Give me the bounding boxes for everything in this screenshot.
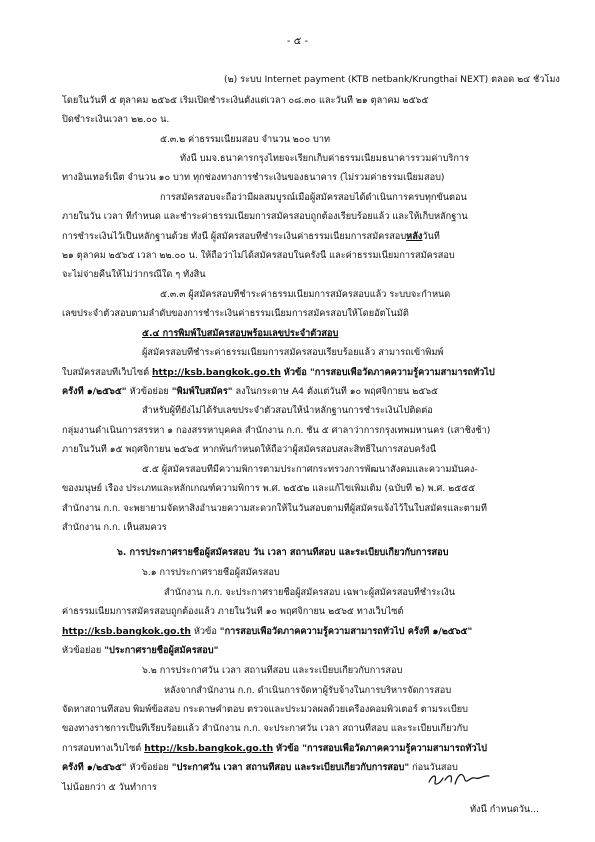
after-emphasis: หลัง — [406, 231, 423, 242]
round-text: ครั้งที่ ๑/๒๕๖๕" — [62, 386, 127, 397]
topic-label-2: หัวข้อ — [193, 626, 217, 637]
payment-dates-line: โดยในวันที่ ๕ ตุลาคม ๒๕๖๕ เริ่มเปิดชำระเงินตั้งแต่เวลา ๐๘.๓๐ และวันที่ ๒๑ ตุลาคม ๒๕๖๕ — [62, 95, 429, 106]
section-5-3-3-line-2: เลขประจำตัวสอบตามลำดับของการชำระเงินค่าธรรมเนียมการสมัครสอบให้โดยอัตโนมัติ — [62, 308, 409, 319]
round-text-3: ครั้งที่ ๑/๒๕๖๕" — [62, 762, 127, 773]
print-application-line-1: ผู้สมัครสอบที่ชำระค่าธรรมเนียมการสมัครสอบเรียบร้อยแล้ว สามารถเข้าพิมพ์ — [142, 347, 444, 358]
section-6-2-line-3: ของทางราชการเป็นที่เรียบร้อยแล้ว สำนักงาน ก.ก. จะประกาศวัน เวลา สถานที่สอบ และระเบียบเกี่ยวกับ — [62, 723, 469, 734]
section-6-2-line-2: จัดหาสถานที่สอบ พิมพ์ข้อสอบ กระดาษคำตอบ ตรวจและประมวลผลด้วยเครื่องคอมพิวเตอร์ ตามระเบียบ — [62, 704, 468, 715]
section-5-5-line-1: ๕.๕ ผู้สมัครสอบที่มีความพิการตามประกาศกระทรวงการพัฒนาสังคมและความมั่นคง- — [142, 464, 478, 475]
website-intro-text: ใบสมัครสอบที่เว็บไซต์ — [62, 367, 150, 378]
section-5-5-line-3: สำนักงาน ก.ก. จะพยายามจัดหาสิ่งอำนวยความสะดวกให้ในวันสอบตามที่ผู้สมัครแจ้งไว้ในใบสมัครและตามที่ — [62, 503, 487, 514]
subtopic-label-3: หัวข้อย่อย — [129, 762, 169, 773]
section-6-1-heading: ๖.๑ การประกาศรายชื่อผู้สมัครสอบ — [142, 567, 280, 578]
section-6-2-heading: ๖.๒ การประกาศวัน เวลา สถานที่สอบ และระเบียบเกี่ยวกับการสอบ — [142, 665, 403, 676]
exam-topic-text-2: "การสอบเพื่อวัดภาคความรู้ความสามารถทั่วไป ครั้งที่ ๑/๒๕๖๕" — [219, 626, 473, 637]
section-6-1-line-3 — [0, 626, 595, 638]
print-application-line-3 — [0, 386, 595, 398]
payment-close-line: ปิดชำระเงินเวลา ๒๒.๐๐ น. — [62, 114, 170, 125]
bank-fee-line-1: ทั้งนี้ บมจ.ธนาคารกรุงไทยจะเรียกเก็บค่าธรรมเนียมธนาคารรวมค่าบริการ — [180, 153, 470, 164]
application-complete-line-2: ภายในวัน เวลา ที่กำหนด และชำระค่าธรรมเนียมการสมัครสอบถูกต้องเรียบร้อยแล้ว และให้เก็บหลักฐาน — [62, 211, 468, 222]
section-6-2-line-1: หลังจากสำนักงาน ก.ก. ดำเนินการจัดหาผู้รับจ้างในการบริหารจัดการสอบ — [164, 685, 452, 696]
exam-topic-text: หัวข้อ "การสอบเพื่อวัดภาคความรู้ความสามารถทั่วไป — [283, 367, 495, 378]
schedule-subtopic: "ประกาศวัน เวลา สถานที่สอบ และระเบียบเกี่ยวกับการสอบ" — [171, 762, 410, 773]
section-6-1-line-4 — [0, 645, 595, 657]
application-complete-line-1: การสมัครสอบจะถือว่ามีผลสมบูรณ์เมื่อผู้สมัครสอบได้ดำเนินการครบทุกขั้นตอน — [160, 192, 467, 203]
section-6-heading: ๖. การประกาศรายชื่อผู้สมัครสอบ วัน เวลา สถานที่สอบ และระเบียบเกี่ยวกับการสอบ — [117, 547, 449, 558]
handwritten-initials-signature — [425, 766, 495, 790]
section-5-4-heading: ๕.๔ การพิมพ์ใบสมัครสอบพร้อมเลขประจำตัวสอบ — [142, 328, 339, 339]
section-5-3-2-heading: ๕.๓.๒ ค่าธรรมเนียมสอบ จำนวน ๒๐๐ บาท — [160, 134, 331, 145]
subtopic-label-2: หัวข้อย่อย — [62, 645, 102, 656]
late-payment-text: การชำระเงินไว้เป็นหลักฐานด้วย ทั้งนี้ ผู้สมัครสอบที่ชำระเงินค่าธรรมเนียมการสมัครสอบ — [62, 231, 407, 242]
website-intro-text-3: การสอบทางเว็บไซต์ — [62, 743, 142, 754]
section-6-2-line-4 — [0, 743, 595, 755]
section-6-2-line-6: ไม่น้อยกว่า ๕ วันทำการ — [62, 782, 157, 793]
section-6-2-line-5 — [0, 762, 595, 774]
section-6-1-line-2: ค่าธรรมเนียมการสมัครสอบถูกต้องแล้ว ภายในวันที่ ๑๐ พฤศจิกายน ๒๕๖๕ ทางเว็บไซต์ — [62, 606, 404, 617]
subtopic-label: หัวข้อย่อย — [129, 386, 169, 397]
before-exam-text: ก่อนวันสอบ — [412, 762, 458, 773]
bank-fee-line-2: ทางอินเทอร์เน็ต จำนวน ๑๐ บาท ทุกช่องทางการชำระเงินของธนาคาร (ไม่รวมค่าธรรมเนียมสอบ) — [62, 172, 445, 183]
exam-topic-text-3: หัวข้อ "การสอบเพื่อวัดภาคความรู้ความสามารถทั่วไป — [276, 743, 487, 754]
applicant-list-subtopic: "ประกาศรายชื่อผู้สมัครสอบ" — [104, 645, 219, 656]
section-5-5-line-4: สำนักงาน ก.ก. เห็นสมควร — [62, 522, 167, 533]
application-complete-line-5: จะไม่จ่ายคืนให้ไม่ว่ากรณีใด ๆ ทั้งสิ้น — [62, 269, 206, 280]
no-exam-id-line-3: ภายในวันที่ ๑๕ พฤศจิกายน ๒๕๖๕ หากพ้นกำหนดให้ถือว่าผู้สมัครสอบสละสิทธิ์ในการสอบครั้งนี้ — [62, 444, 437, 455]
print-form-subtopic: "พิมพ์ใบสมัคร" — [171, 386, 233, 397]
no-exam-id-line-2: กลุ่มงานดำเนินการสรรหา ๑ กองสรรหาบุคคล สำนักงาน ก.ก. ชั้น ๕ ศาลาว่าการกรุงเทพมหานคร (เสาชิงช้า) — [62, 425, 491, 436]
ksb-website-link-2[interactable]: http://ksb.bangkok.go.th — [62, 626, 191, 637]
print-application-line-2 — [0, 367, 595, 379]
ksb-website-link[interactable]: http://ksb.bangkok.go.th — [151, 367, 281, 378]
ksb-website-link-3[interactable]: http://ksb.bangkok.go.th — [144, 743, 274, 754]
payment-channel-line: (๒) ระบบ Internet payment (KTB netbank/Krungthai NEXT) ตลอด ๒๔ ชั่วโมง — [224, 74, 560, 85]
page-number: - ๕ - — [286, 36, 309, 47]
section-5-3-3-line-1: ๕.๓.๓ ผู้สมัครสอบที่ชำระค่าธรรมเนียมการสมัครสอบแล้ว ระบบจะกำหนด — [160, 289, 451, 300]
application-complete-line-3 — [0, 231, 595, 243]
section-5-5-line-2: ของมนุษย์ เรื่อง ประเภทและหลักเกณฑ์ความพิการ พ.ศ. ๒๕๕๒ และแก้ไขเพิ่มเติม (ฉบับที่ ๒) พ.ศ. ๒๕๕๕ — [62, 483, 476, 494]
page-continuation: ทั้งนี้ กำหนดวัน... — [470, 804, 539, 815]
section-6-1-line-1: สำนักงาน ก.ก. จะประกาศรายชื่อผู้สมัครสอบ เฉพาะผู้สมัครสอบที่ชำระเงิน — [164, 587, 456, 598]
print-date-text: ลงในกระดาษ A4 ตั้งแต่วันที่ ๑๐ พฤศจิกายน ๒๕๖๕ — [235, 386, 439, 397]
application-complete-line-4: ๒๑ ตุลาคม ๒๕๖๕ เวลา ๒๒.๐๐ น. ให้ถือว่าไม่ได้สมัครสอบในครั้งนี้ และค่าธรรมเนียมการสมัครสอบ — [62, 250, 455, 261]
date-word: วันที่ — [422, 231, 440, 242]
no-exam-id-line-1: สำหรับผู้ที่ยังไม่ได้รับเลขประจำตัวสอบให้นำหลักฐานการชำระเงินไปติดต่อ — [142, 405, 433, 416]
